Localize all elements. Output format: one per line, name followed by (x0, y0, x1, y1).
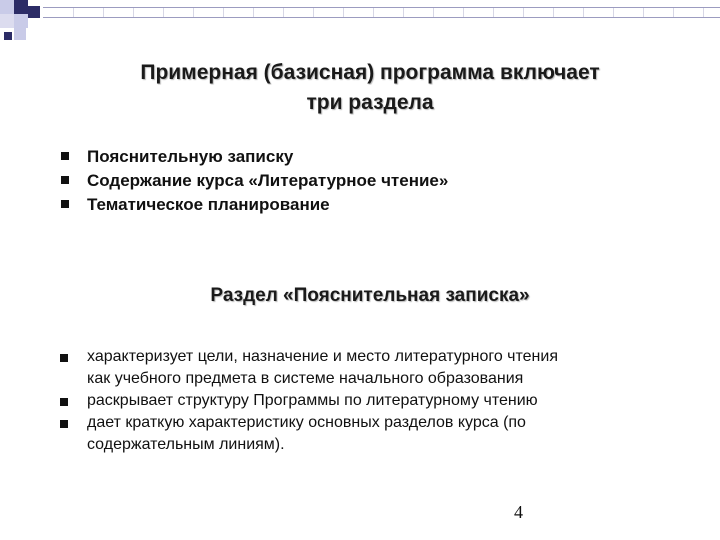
decor-square-icon (14, 0, 28, 14)
square-bullet-icon (61, 152, 69, 160)
small-square-bullet-icon (60, 398, 68, 406)
list-item-text: раскрывает структуру Программы по литературному чтению (87, 392, 538, 409)
slide-title (90, 58, 650, 118)
list-item (60, 390, 700, 412)
decor-square-icon (0, 14, 14, 28)
slide-title-line: Примерная (базисная) программа включает (140, 61, 600, 84)
decor-square-icon (14, 28, 26, 40)
small-square-bullet-icon (60, 420, 68, 428)
decor-square-icon (4, 32, 12, 40)
page-number: 4 (514, 502, 523, 522)
decor-square-icon (14, 14, 28, 28)
decor-square-icon (28, 6, 40, 18)
list-item-text: содержательным линиям). (87, 436, 285, 453)
details-list (60, 346, 700, 456)
decor-square-icon (0, 0, 14, 14)
section-heading: Раздел «Пояснительная записка» (210, 285, 530, 306)
list-item-text: Тематическое планирование (87, 195, 330, 214)
list-item-text: характеризует цели, назначение и место литературного чтения (87, 348, 558, 365)
list-item (60, 412, 700, 456)
list-item-text: дает краткую характеристику основных разделов курса (по (87, 414, 526, 431)
list-item-text: Пояснительную записку (87, 147, 294, 166)
list-item (60, 346, 700, 390)
header-bar-grid (44, 8, 720, 17)
square-bullet-icon (61, 176, 69, 184)
list-item-text: Содержание курса «Литературное чтение» (87, 171, 449, 190)
list-item (60, 169, 448, 193)
list-item (60, 145, 448, 169)
slide-title-line: три раздела (306, 91, 434, 114)
sections-list (60, 145, 448, 217)
list-item-text: как учебного предмета в системе начального образования (87, 370, 524, 387)
square-bullet-icon (61, 200, 69, 208)
small-square-bullet-icon (60, 354, 68, 362)
list-item (60, 193, 448, 217)
